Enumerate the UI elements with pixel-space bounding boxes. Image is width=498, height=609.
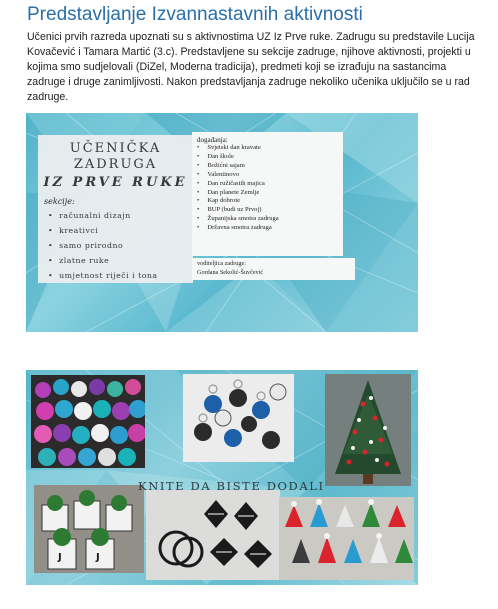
title-line-1: UČENIČKA — [69, 141, 162, 156]
christmas-tree-photo — [325, 374, 411, 486]
cooperative-title-card — [38, 135, 193, 283]
leader-card — [192, 258, 355, 280]
earrings-photo — [146, 490, 280, 580]
potted-plants-photo — [34, 485, 144, 573]
cooperative-poster — [26, 113, 418, 332]
leader-name: Gordana Sekolić-Šuvčević — [197, 269, 264, 276]
events-heading: događanja: — [197, 136, 228, 144]
section-item: • kreativci — [48, 226, 158, 241]
products-collage — [26, 370, 418, 585]
svg-text:J: J — [58, 552, 62, 563]
section-item: • samo prirodno — [48, 241, 158, 256]
section-item: • umjetnost riječi i tona — [48, 271, 158, 286]
leader-label: voditeljica zadruge: — [197, 260, 246, 267]
collage-caption: KNITE DA BISTE DODALI — [138, 479, 325, 493]
event-item: • Valentinovo — [197, 171, 279, 180]
event-item: • Kap dobrote — [197, 197, 279, 206]
sections-heading: sekcije: — [44, 197, 75, 206]
title-line-2: ZADRUGA — [73, 157, 158, 172]
event-item: • Državna smotra zadruga — [197, 224, 279, 233]
event-item: • Županijska smotra zadruga — [197, 215, 279, 224]
intro-paragraph: Učenici prvih razreda upoznati su s aktivnostima UZ Iz Prve ruke. Zadrugu su predstavile Lucija Kovačević i Tamara Martić (3.c). Predstavljene su sekcije zadruge, njihove aktivnosti, projekti u kojima smo sudjelovali (DiZel, Moderna tradicija), predmeti koji se izrađuju na sastancima zadruge i druge zanimljivosti. Nakon predstavljanja zadruge nekoliko učenika uključilo se u rad zadruge. — [27, 31, 475, 103]
knitted-hats-photo — [31, 375, 145, 468]
section-item: • zlatne ruke — [48, 256, 158, 271]
knitted-decorations-photo — [279, 497, 414, 580]
event-item: • Božićni sajam — [197, 162, 279, 171]
page-title: Predstavljanje Izvannastavnih aktivnosti — [27, 4, 363, 25]
event-item: • Dan škole — [197, 153, 279, 162]
event-item: • Svjetski dan kravate — [197, 144, 279, 153]
event-item: • BUP (budi uz Prvoj) — [197, 206, 279, 215]
event-item: • Dan planete Zemlje — [197, 189, 279, 198]
svg-text:J: J — [96, 552, 100, 563]
events-card — [192, 132, 343, 256]
event-item: • Dan ružičastih majica — [197, 180, 279, 189]
section-item: • računalni dizajn — [48, 211, 158, 226]
events-list — [197, 144, 279, 233]
sections-list — [48, 211, 158, 286]
keychains-photo — [183, 374, 294, 462]
title-line-3: IZ PRVE RUKE — [43, 175, 188, 190]
